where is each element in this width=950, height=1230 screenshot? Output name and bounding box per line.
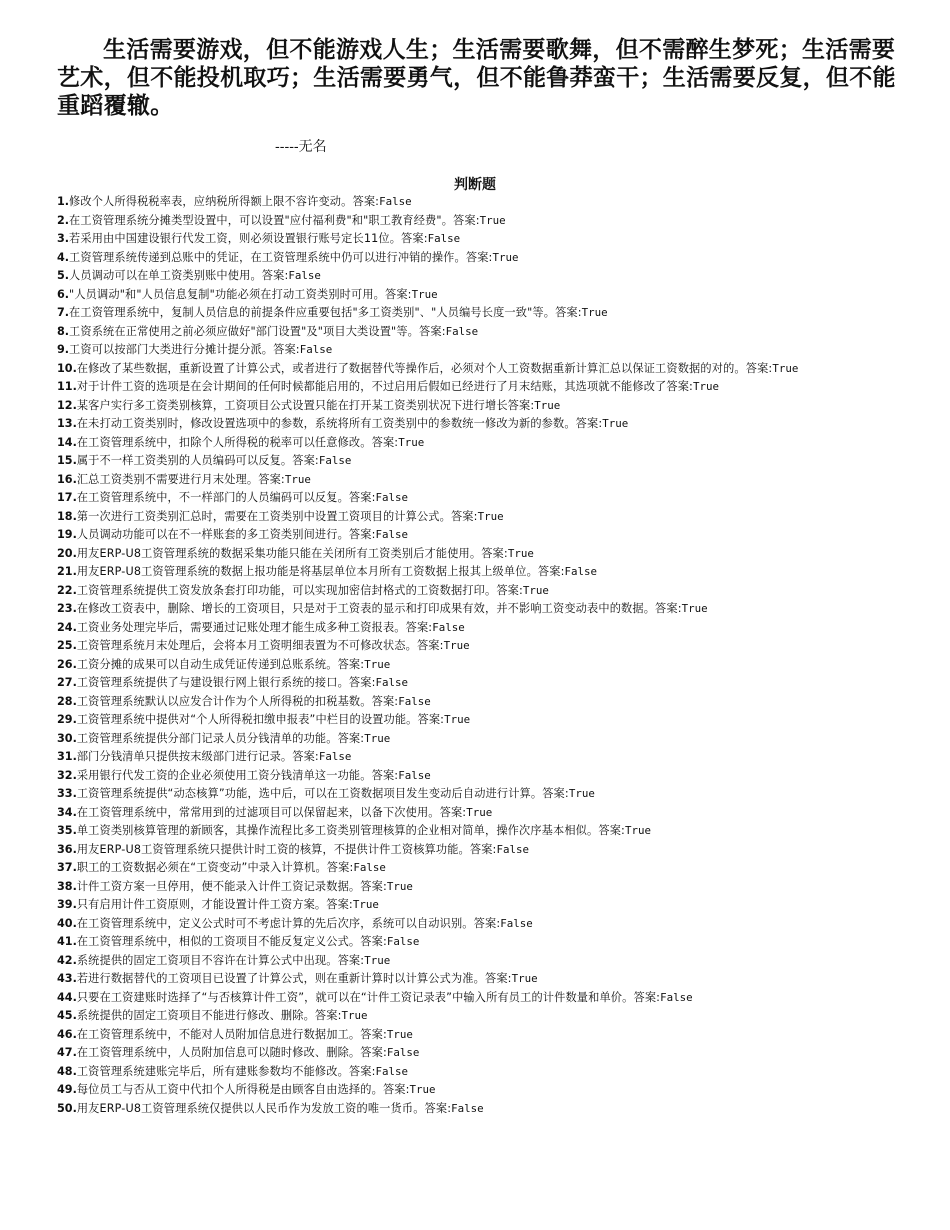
question-text: 人员调动功能可以在不一样账套的多工资类别间进行。答案: [76, 528, 376, 541]
question-text: 系统提供的固定工资项目不容许在计算公式中出现。答案: [76, 953, 365, 967]
question-answer: True [534, 398, 561, 412]
question-answer: False [564, 565, 598, 578]
question-text: 在工资管理系统中，相似的工资项目不能反复定义公式。答案: [76, 935, 387, 948]
question-number: 11. [57, 380, 77, 393]
question-answer: False [427, 232, 461, 245]
question-number: 47. [57, 1046, 77, 1059]
question-answer: False [299, 343, 333, 356]
question-text: 工资管理系统中提供对“个人所得税扣缴申报表”中栏目的设置功能。答案: [76, 713, 445, 726]
question-answer: False [318, 454, 352, 467]
question-text: 在修改工资表中，删除、增长的工资项目，只是对于工资表的显示和打印成果有效，并不影响工资变动表中的数据。答案: [76, 602, 682, 615]
question-answer: False [353, 861, 386, 874]
question-item [57, 489, 902, 508]
question-text: 在工资管理系统中，扣除个人所得税的税率可以任意修改。答案: [76, 435, 399, 449]
question-item [57, 730, 902, 749]
question-answer: False [398, 694, 431, 708]
question-answer: True [386, 1027, 413, 1041]
question-number: 50. [57, 1101, 77, 1115]
question-answer: False [375, 491, 409, 504]
question-number: 48. [57, 1064, 77, 1078]
question-item [57, 286, 902, 305]
question-number: 19. [57, 528, 77, 541]
question-text: 若采用由中国建设银行代发工资，则必须设置银行账号定长11位。答案: [69, 232, 428, 245]
question-item [57, 1081, 902, 1100]
question-item [57, 249, 902, 268]
question-number: 7. [57, 306, 70, 319]
question-item [57, 915, 902, 934]
question-item [57, 415, 902, 434]
question-text: 若进行数据替代的工资项目已设置了计算公式，则在重新计算时以计算公式为准。答案: [76, 972, 512, 985]
question-number: 4. [57, 250, 70, 264]
question-number: 46. [57, 1027, 77, 1041]
question-text: 某客户实行多工资类别核算，工资项目公式设置只能在打开某工资类别状况下进行增长答案: [76, 398, 535, 412]
question-number: 13. [57, 417, 77, 430]
question-item [57, 989, 902, 1008]
question-number: 22. [57, 583, 77, 597]
question-text: 采用银行代发工资的企业必须使用工资分钱清单这一功能。答案: [76, 768, 399, 782]
question-text: 在工资管理系统中，不一样部门的人员编码可以反复。答案: [76, 491, 376, 504]
question-item [57, 563, 902, 582]
question-item [57, 212, 902, 231]
question-number: 41. [57, 935, 77, 948]
question-text: 只要在工资建账时选择了“与否核算计件工资”，就可以在“计件工资记录表”中输入所有员工的计件数量和单价。答案: [76, 990, 661, 1004]
question-text: 工资管理系统提供工资发放条套打印功能，可以实现加密信封格式的工资数据打印。答案: [76, 583, 523, 597]
question-text: 在未打动工资类别时，修改设置选项中的参数，系统将所有工资类别中的参数统一修改为新的参数。答案: [76, 417, 603, 430]
question-number: 39. [57, 898, 77, 911]
question-text: 单工资类别核算管理的新顾客，其操作流程比多工资类别管理核算的企业相对简单，操作次序基本相似。答案: [76, 824, 625, 837]
question-item [57, 637, 902, 656]
question-answer: True [692, 380, 719, 393]
question-item [57, 804, 902, 823]
question-answer: True [444, 713, 471, 726]
question-number: 32. [57, 768, 77, 782]
question-answer: True [341, 1009, 368, 1022]
question-number: 14. [57, 435, 77, 449]
question-number: 42. [57, 953, 77, 967]
question-text: 在工资管理系统中，不能对人员附加信息进行数据加工。答案: [76, 1027, 387, 1041]
question-text: 部门分钱清单只提供按末级部门进行记录。答案: [76, 750, 319, 763]
question-answer: True [581, 306, 608, 319]
question-number: 27. [57, 676, 77, 689]
question-number: 12. [57, 398, 77, 412]
question-answer: True [409, 1083, 436, 1096]
question-answer: False [386, 1046, 420, 1059]
question-answer: True [477, 509, 504, 523]
question-item [57, 878, 902, 897]
question-answer: True [479, 213, 506, 227]
question-item [57, 526, 902, 545]
question-text: 用友ERP-U8工资管理系统仅提供以人民币作为发放工资的唯一货币。答案: [76, 1101, 452, 1115]
question-item [57, 471, 902, 490]
question-text: 工资管理系统提供了与建设银行网上银行系统的接口。答案: [76, 676, 376, 689]
question-text: 在工资管理系统中，人员附加信息可以随时修改、删除。答案: [76, 1046, 387, 1059]
question-number: 38. [57, 879, 77, 893]
question-list [57, 193, 902, 1118]
question-text: 工资管理系统默认以应发合计作为个人所得税的扣税基数。答案: [76, 694, 399, 708]
question-number: 26. [57, 657, 77, 671]
question-text: 工资管理系统传递到总账中的凭证，在工资管理系统中仍可以进行冲销的操作。答案: [69, 250, 493, 264]
question-text: 工资业务处理完毕后，需要通过记账处理才能生成多种工资报表。答案: [76, 620, 433, 634]
question-item [57, 896, 902, 915]
question-number: 45. [57, 1009, 77, 1022]
question-item [57, 711, 902, 730]
question-number: 30. [57, 731, 77, 745]
question-answer: True [507, 546, 534, 560]
question-number: 6. [57, 287, 70, 301]
question-item [57, 822, 902, 841]
question-item [57, 693, 902, 712]
question-number: 23. [57, 602, 77, 615]
question-number: 8. [57, 324, 70, 338]
question-item [57, 230, 902, 249]
question-number: 34. [57, 805, 77, 819]
question-item [57, 859, 902, 878]
question-number: 33. [57, 787, 77, 800]
question-number: 29. [57, 713, 77, 726]
quote-paragraph: 生活需要游戏，但不能游戏人生；生活需要歌舞，但不需醉生梦死；生活需要艺术，但不能投机取巧；生活需要勇气，但不能鲁莽蛮干；生活需要反复，但不能重蹈覆辙。 [57, 36, 896, 119]
question-answer: True [364, 731, 391, 745]
question-text: 只有启用计件工资原则，才能设置计件工资方案。答案: [76, 898, 353, 911]
question-number: 24. [57, 620, 77, 634]
question-item [57, 452, 902, 471]
question-answer: False [445, 324, 479, 338]
question-number: 37. [57, 861, 77, 874]
question-text: 在工资管理系统中，常常用到的过滤项目可以保留起来，以备下次使用。答案: [76, 805, 467, 819]
question-text: 用友ERP-U8工资管理系统只提供计时工资的核算，不提供计件工资核算功能。答案: [76, 842, 497, 856]
question-item [57, 785, 902, 804]
question-item [57, 378, 902, 397]
question-text: 用友ERP-U8工资管理系统的数据上报功能是将基层单位本月所有工资数据上报其上级单位。答案: [76, 565, 565, 578]
question-number: 21. [57, 565, 77, 578]
question-answer: False [318, 750, 352, 763]
question-item [57, 1044, 902, 1063]
question-number: 3. [57, 232, 70, 245]
question-item [57, 1063, 902, 1082]
question-number: 31. [57, 750, 77, 763]
question-number: 17. [57, 491, 77, 504]
question-number: 5. [57, 269, 70, 282]
question-item [57, 360, 902, 379]
question-text: 对于计件工资的选项是在会计期间的任何时候都能启用的，不过启用后假如已经进行了月末结账，其选项就不能修改了答案: [76, 380, 693, 393]
question-answer: False [386, 935, 420, 948]
question-number: 44. [57, 990, 77, 1004]
question-number: 20. [57, 546, 77, 560]
question-text: "人员调动"和"人员信息复制"功能必须在打动工资类别时可用。答案: [69, 287, 412, 301]
question-answer: False [375, 1064, 409, 1078]
question-number: 2. [57, 213, 70, 227]
question-number: 10. [57, 361, 77, 375]
question-item [57, 267, 902, 286]
question-text: 工资管理系统提供分部门记录人员分钱清单的功能。答案: [76, 731, 365, 745]
question-answer: True [352, 898, 379, 911]
question-number: 18. [57, 509, 77, 523]
question-item [57, 545, 902, 564]
question-item [57, 1100, 902, 1119]
question-answer: True [624, 824, 651, 837]
question-text: 汇总工资类别不需要进行月末处理。答案: [76, 472, 285, 486]
question-item [57, 508, 902, 527]
question-number: 15. [57, 454, 77, 467]
question-item [57, 767, 902, 786]
question-item [57, 397, 902, 416]
question-text: 工资分摊的成果可以自动生成凭证传递到总账系统。答案: [76, 657, 365, 671]
question-item [57, 1026, 902, 1045]
question-item [57, 193, 902, 212]
question-item [57, 970, 902, 989]
question-number: 25. [57, 639, 77, 652]
question-text: 系统提供的固定工资项目不能进行修改、删除。答案: [76, 1009, 342, 1022]
question-number: 28. [57, 694, 77, 708]
question-item [57, 952, 902, 971]
question-item [57, 600, 902, 619]
question-answer: True [568, 787, 595, 800]
question-answer: True [466, 805, 493, 819]
question-answer: True [602, 417, 629, 430]
question-text: 在工资管理系统中，定义公式时可不考虑计算的先后次序，系统可以自动识别。答案: [76, 916, 501, 930]
question-text: 工资系统在正常使用之前必须应做好"部门设置"及"项目大类设置"等。答案: [69, 324, 446, 338]
question-text: 工资可以按部门大类进行分摊计提分派。答案: [69, 343, 300, 356]
question-text: 在修改了某些数据，重新设置了计算公式，或者进行了数据替代等操作后，必须对个人工资数据重新计算汇总以保证工资数据的对的。答案: [76, 361, 773, 375]
question-number: 40. [57, 916, 77, 930]
question-item [57, 1007, 902, 1026]
question-answer: False [375, 528, 409, 541]
question-item [57, 933, 902, 952]
question-item [57, 674, 902, 693]
question-number: 49. [57, 1083, 77, 1096]
question-number: 1. [57, 195, 70, 208]
question-text: 在工资管理系统分摊类型设置中，可以设置"应付福利费"和"职工教育经费"。答案: [69, 213, 480, 227]
section-title: 判断题 [454, 177, 496, 193]
question-answer: True [386, 879, 413, 893]
question-item [57, 304, 902, 323]
question-answer: False [432, 620, 465, 634]
question-text: 工资管理系统提供“动态核算”功能，选中后，可以在工资数据项目发生变动后自动进行计算。答案: [76, 787, 569, 800]
question-answer: False [288, 269, 321, 282]
question-text: 属于不一样工资类别的人员编码可以反复。答案: [76, 454, 319, 467]
question-answer: True [364, 657, 391, 671]
question-text: 工资管理系统月末处理后，会将本月工资明细表置为不可修改状态。答案: [76, 639, 444, 652]
question-text: 用友ERP-U8工资管理系统的数据采集功能只能在关闭所有工资类别后才能使用。答案: [76, 546, 508, 560]
question-item [57, 434, 902, 453]
question-answer: False [375, 676, 409, 689]
question-item [57, 341, 902, 360]
question-answer: True [522, 583, 549, 597]
question-answer: False [660, 990, 693, 1004]
question-text: 职工的工资数据必须在“工资变动”中录入计算机。答案: [76, 861, 354, 874]
question-text: 工资管理系统建账完毕后，所有建账参数均不能修改。答案: [76, 1064, 376, 1078]
question-item [57, 656, 902, 675]
question-answer: True [772, 361, 799, 375]
question-answer: True [511, 972, 538, 985]
question-number: 36. [57, 842, 77, 856]
question-answer: False [500, 916, 533, 930]
question-number: 9. [57, 343, 70, 356]
question-answer: True [398, 435, 425, 449]
question-text: 第一次进行工资类别汇总时，需要在工资类别中设置工资项目的计算公式。答案: [76, 509, 478, 523]
question-text: 每位员工与否从工资中代扣个人所得税是由顾客自由选择的。答案: [76, 1083, 410, 1096]
question-text: 计件工资方案一旦停用，便不能录入计件工资记录数据。答案: [76, 879, 387, 893]
question-answer: False [398, 768, 431, 782]
question-answer: False [451, 1101, 484, 1115]
question-item [57, 323, 902, 342]
question-answer: True [284, 472, 311, 486]
question-answer: True [443, 639, 470, 652]
question-answer: True [492, 250, 519, 264]
question-number: 35. [57, 824, 77, 837]
question-item [57, 748, 902, 767]
question-answer: False [496, 842, 529, 856]
question-text: 在工资管理系统中，复制人员信息的前提条件应重要包括"多工资类别"、"人员编号长度一致"等。答案: [69, 306, 582, 319]
question-item [57, 841, 902, 860]
question-number: 16. [57, 472, 77, 486]
question-answer: True [364, 953, 391, 967]
question-item [57, 582, 902, 601]
question-number: 43. [57, 972, 77, 985]
question-item [57, 619, 902, 638]
question-text: 修改个人所得税税率表，应纳税所得额上限不容许变动。答案: [69, 195, 380, 208]
question-answer: False [379, 195, 412, 208]
question-answer: True [681, 602, 708, 615]
question-answer: True [411, 287, 438, 301]
question-text: 人员调动可以在单工资类别账中使用。答案: [69, 269, 289, 282]
quote-author: -----无名 [275, 139, 327, 155]
